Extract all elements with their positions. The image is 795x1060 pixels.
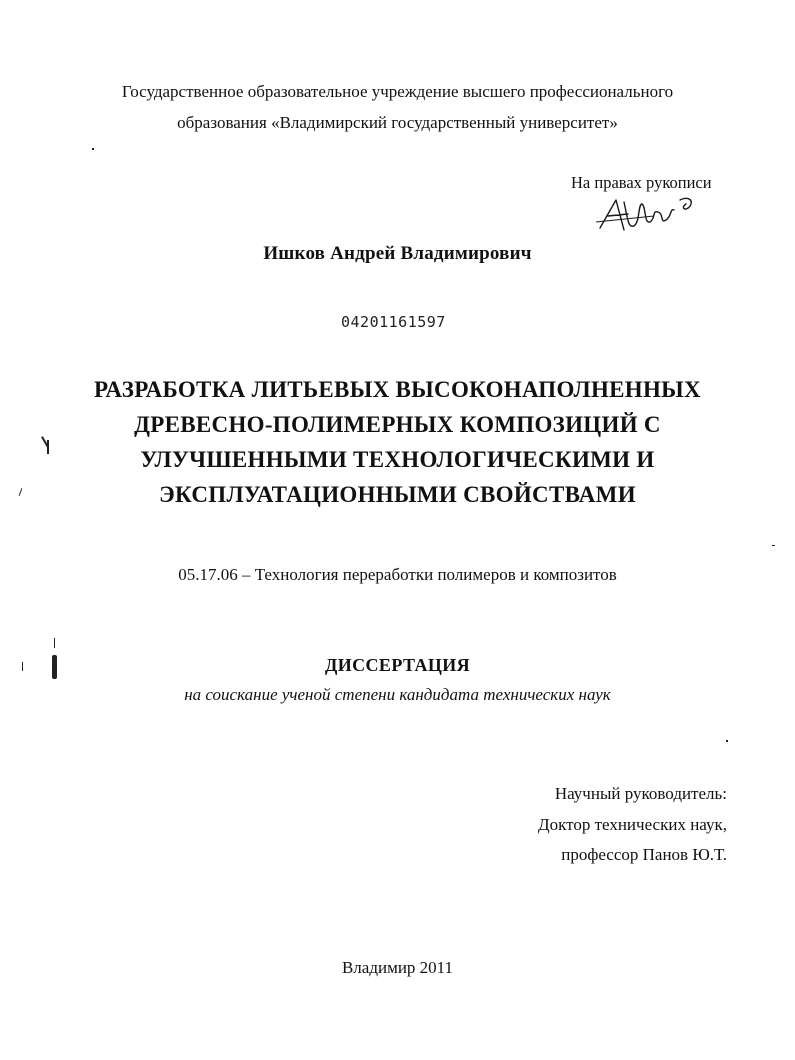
scientific-advisor <box>538 779 727 871</box>
scan-speck <box>47 440 49 454</box>
advisor-degree: Доктор технических наук, <box>538 814 727 834</box>
registration-number: 04201161597 <box>341 313 446 331</box>
institution-line-2: образования «Владимирский государственный университет» <box>177 113 618 132</box>
scan-speck <box>54 638 55 648</box>
title-line-4: ЭКСПЛУАТАЦИОННЫМИ СВОЙСТВАМИ <box>159 482 636 507</box>
scan-speck <box>772 545 775 546</box>
rights-note: На правах рукописи <box>571 173 712 192</box>
handwritten-signature <box>594 190 704 238</box>
advisor-name: профессор Панов Ю.Т. <box>561 845 727 864</box>
title-line-1: РАЗРАБОТКА ЛИТЬЕВЫХ ВЫСОКОНАПОЛНЕННЫХ <box>94 377 701 402</box>
scan-speck <box>52 655 57 679</box>
dissertation-title <box>0 372 795 512</box>
scan-speck <box>92 148 94 150</box>
scan-speck <box>22 662 23 671</box>
specialty-code: 05.17.06 – Технология переработки полимеров и композитов <box>178 565 617 584</box>
degree-line: на соискание ученой степени кандидата технических наук <box>184 685 611 704</box>
institution-line-1: Государственное образовательное учреждение высшего профессионального <box>121 82 674 101</box>
institution-header <box>0 76 795 138</box>
title-line-3: УЛУЧШЕННЫМИ ТЕХНОЛОГИЧЕСКИМИ И <box>140 447 655 472</box>
advisor-label: Научный руководитель: <box>554 784 727 803</box>
author-name: Ишков Андрей Владимирович <box>263 243 532 264</box>
document-type: ДИССЕРТАЦИЯ <box>324 655 471 675</box>
scan-speck <box>726 740 728 742</box>
title-line-2: ДРЕВЕСНО-ПОЛИМЕРНЫХ КОМПОЗИЦИЙ С <box>134 412 661 437</box>
city-year: Владимир 2011 <box>341 958 454 977</box>
